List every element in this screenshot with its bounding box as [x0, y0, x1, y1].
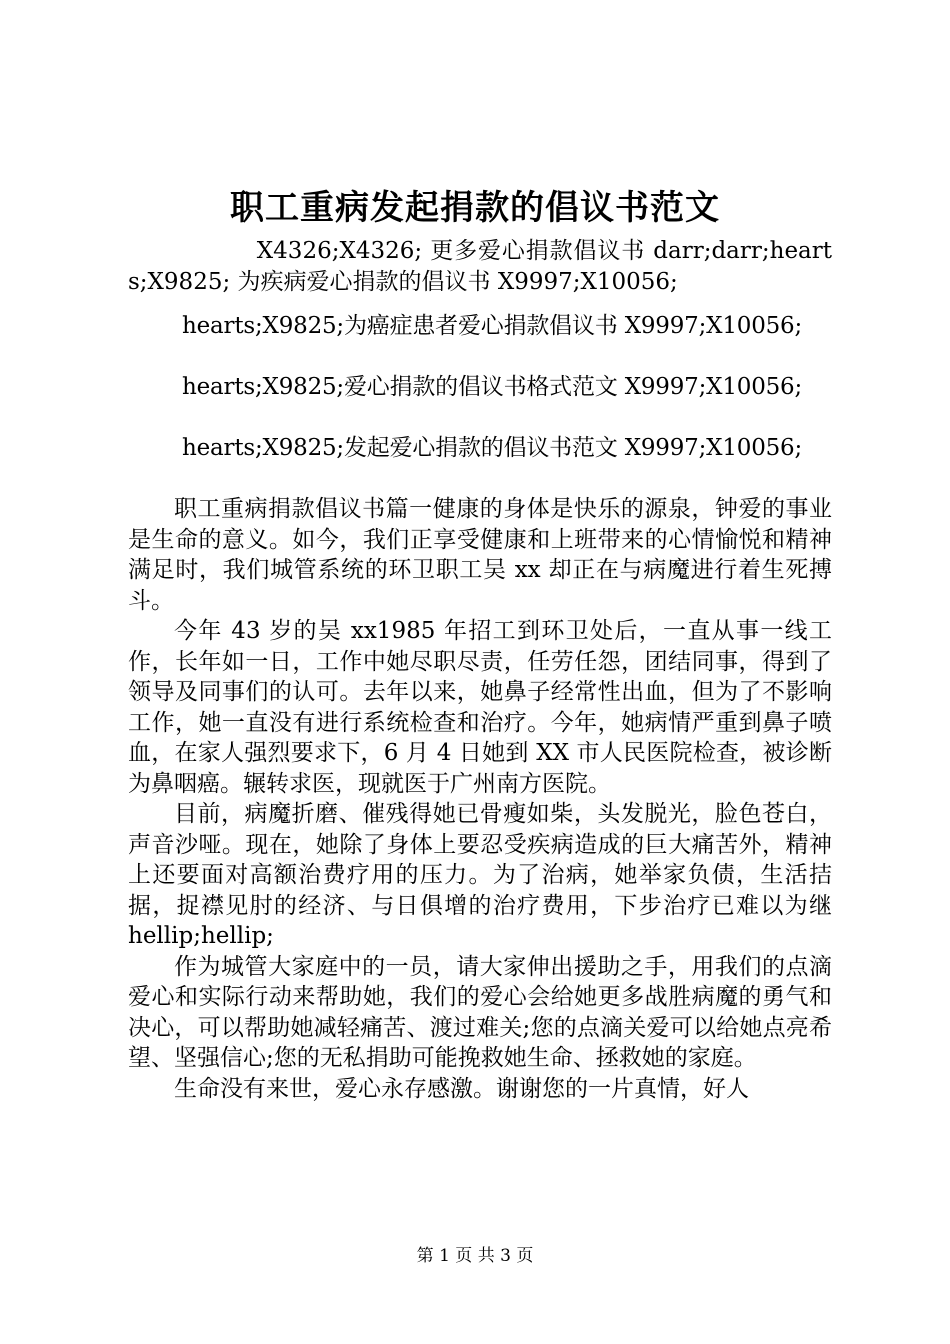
paragraph-2: 今年 43 岁的吴 xx1985 年招工到环卫处后，一直从事一线工作，长年如一日，工作中她尽职尽责，任劳任怨，团结同事，得到了领导及同事们的认可。去年以来，她鼻子经常性出血，但为了不影响工作，她一直没有进行系统检查和治疗。今年，她病情严重到鼻子喷血，在家人强烈要求下，6 月 4 日她到 XX 市人民医院检查，被诊断为鼻咽癌。辗转求医，现就医于广州南方医院。 [128, 618, 832, 797]
related-link-3[interactable]: hearts;X9825;发起爱心捐款的倡议书范文 X9997;X10056; [182, 435, 803, 461]
document-title: 职工重病发起捐款的倡议书范文 [230, 188, 720, 228]
paragraph-1: 职工重病捐款倡议书篇一健康的身体是快乐的源泉，钟爱的事业是生命的意义。如今，我们正享受健康和上班带来的心情愉悦和精神满足时，我们城管系统的环卫职工吴 xx 却正在与病魔进行着生死搏斗。 [128, 496, 832, 614]
page-number-footer: 第 1 页 共 3 页 [416, 1246, 534, 1266]
intro-links-paragraph: X4326;X4326; 更多爱心捐款倡议书 darr;darr;hearts;X9825; 为疾病爱心捐款的倡议书 X9997;X10056; [128, 238, 832, 295]
paragraph-5: 生命没有来世，爱心永存感激。谢谢您的一片真情，好人 [174, 1075, 749, 1102]
paragraph-3: 目前，病魔折磨、催残得她已骨瘦如柴，头发脱光，脸色苍白，声音沙哑。现在，她除了身体上要忍受疾病造成的巨大痛苦外，精神上还要面对高额治费疗用的压力。为了治病，她举家负债，生活拮据，捉襟见肘的经济、与日俱增的治疗费用，下步治疗已难以为继 hellip;hellip; [128, 801, 832, 949]
paragraph-4: 作为城管大家庭中的一员，请大家伸出援助之手，用我们的点滴爱心和实际行动来帮助她，我们的爱心会给她更多战胜病魔的勇气和决心，可以帮助她减轻痛苦、渡过难关;您的点滴关爱可以给她点亮希望、坚强信心;您的无私捐助可能挽救她生命、拯救她的家庭。 [128, 953, 832, 1071]
related-link-2[interactable]: hearts;X9825;爱心捐款的倡议书格式范文 X9997;X10056; [182, 374, 803, 400]
related-link-1[interactable]: hearts;X9825;为癌症患者爱心捐款倡议书 X9997;X10056; [182, 313, 803, 339]
document-body [128, 236, 832, 1104]
